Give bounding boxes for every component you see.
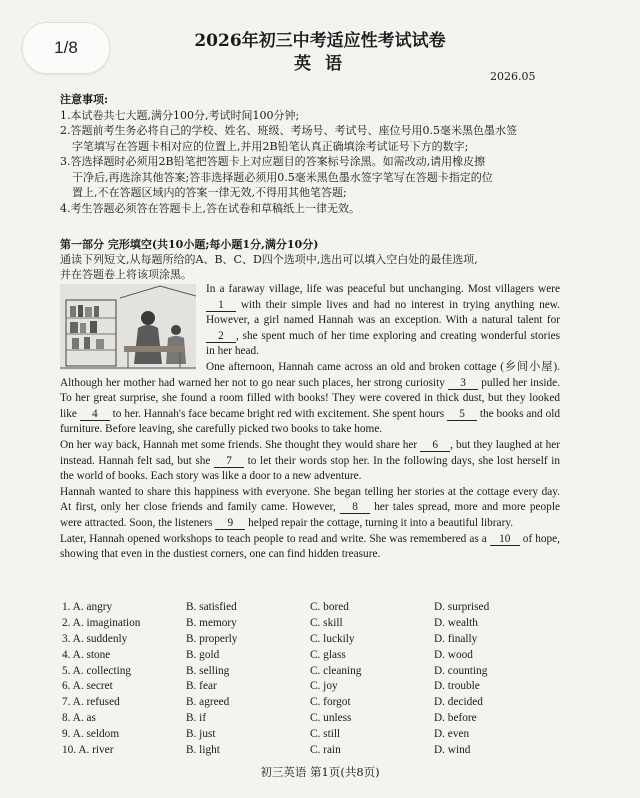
instruction-item: 3.答选择题时必须用2B铅笔把答题卡上对应题目的答案标号涂黑。如需改动,请用橡皮擦 xyxy=(60,155,486,168)
blank-10[interactable]: 10 xyxy=(490,533,520,546)
question-row xyxy=(62,664,562,680)
option-c[interactable]: C. unless xyxy=(310,712,352,725)
option-b[interactable]: B. properly xyxy=(186,632,238,645)
instruction-item: 4.考生答题必须答在答题卡上,答在试卷和草稿纸上一律无效。 xyxy=(60,201,360,215)
option-a[interactable]: 3. A. suddenly xyxy=(62,632,128,645)
instructions xyxy=(60,92,580,216)
question-row xyxy=(62,600,562,616)
option-b[interactable]: B. memory xyxy=(186,616,237,629)
page-indicator[interactable]: 1/8 xyxy=(22,22,110,74)
blank-4[interactable]: 4 xyxy=(80,408,110,421)
question-row xyxy=(62,679,562,695)
question-row xyxy=(62,727,562,743)
blank-7[interactable]: 7 xyxy=(214,455,244,468)
cloze-passage: In a faraway village, life was peaceful but unchanging. Most villagers were 1 with their simple lives and had no interest in trying anything new. However, a girl named Hannah was an exception. With a natural talent for 2 , she spent much of her time exploring and creating wonderful stories in her head. One afternoon, Hannah came across an old and broken cottage (乡间小屋). Although her mother had warned her not to go near such places, her strong curiosity 3 pulled her inside. To her great surprise, she found a room filled with books! They were covered in thick dust, but they looked like 4 to her. Hannah's face became bright red with excitement. She spent hours 5 the books and old furniture. Before leaving, she carefully picked two books to take home. On her way back, Hannah met some friends. She thought they would share her 6 , but they laughed at her instead. Hannah felt sad, but she 7 to let their words stop her. In the following days, she lost herself in the world of books. Each story was like a door to a new adventure. Hannah wanted to share this happiness with everyone. She began telling her stories at the cottage every day. At first, only her close friends and family came. However, 8 her tales spread, more and more people were attracted. Soon, the listeners 9 helped repair the cottage, turning it into a beautiful library. Later, Hannah opened workshops to teach people to read and write. She was remembered as a 10 of hope, showing that even in the dustiest corners, one can find hidden treasure. xyxy=(60,283,561,561)
question-row xyxy=(62,711,562,727)
blank-8[interactable]: 8 xyxy=(340,501,370,514)
answer-options xyxy=(62,600,562,759)
exam-subject: 英 语 xyxy=(294,54,346,74)
option-d[interactable]: D. trouble xyxy=(434,680,480,693)
blank-3[interactable]: 3 xyxy=(448,377,478,390)
instruction-item: 字笔填写在答题卡相对应的位置上,并用2B铅笔认真正确填涂考试证号下方的数字; xyxy=(72,139,469,153)
option-a[interactable]: 4. A. stone xyxy=(62,648,111,661)
option-d[interactable]: D. finally xyxy=(434,632,478,645)
option-a[interactable]: 10. A. river xyxy=(62,744,114,757)
blank-5[interactable]: 5 xyxy=(447,408,477,421)
question-row xyxy=(62,695,562,711)
option-b[interactable]: B. selling xyxy=(186,664,230,677)
option-c[interactable]: C. still xyxy=(310,728,341,741)
option-b[interactable]: B. fear xyxy=(186,680,217,693)
question-row xyxy=(62,743,562,759)
question-row xyxy=(62,632,562,648)
option-a[interactable]: 1. A. angry xyxy=(62,601,113,613)
option-c[interactable]: C. cleaning xyxy=(310,664,362,677)
option-d[interactable]: D. even xyxy=(434,728,470,741)
option-a[interactable]: 7. A. refused xyxy=(62,696,120,709)
instruction-item: 置上,不在答题区域内的答案一律无效,不得用其他笔答题; xyxy=(72,186,347,199)
option-a[interactable]: 6. A. secret xyxy=(62,680,113,693)
option-b[interactable]: B. satisfied xyxy=(186,601,237,613)
option-d[interactable]: D. wood xyxy=(434,648,473,661)
question-row xyxy=(62,616,562,632)
option-b[interactable]: B. gold xyxy=(186,648,220,661)
option-b[interactable]: B. just xyxy=(186,728,216,741)
option-a[interactable]: 8. A. as xyxy=(62,712,96,725)
illustration-image xyxy=(60,284,196,370)
section-header xyxy=(60,237,580,282)
instructions-heading: 注意事项: xyxy=(60,93,109,106)
blank-1[interactable]: 1 xyxy=(206,299,236,312)
section-directions: 并在答题卷上将该项涂黑。 xyxy=(60,268,192,281)
option-b[interactable]: B. light xyxy=(186,744,220,757)
option-c[interactable]: C. luckily xyxy=(310,632,355,645)
option-c[interactable]: C. rain xyxy=(310,744,341,757)
option-d[interactable]: D. before xyxy=(434,712,477,725)
blank-9[interactable]: 9 xyxy=(215,517,245,530)
section-directions: 通读下列短文,从每题所给的A、B、C、D四个选项中,选出可以填入空白处的最佳选项, xyxy=(60,253,478,266)
instruction-item: 1.本试卷共七大题,满分100分,考试时间100分钟; xyxy=(60,108,300,122)
option-a[interactable]: 9. A. seldom xyxy=(62,728,120,741)
option-c[interactable]: C. bored xyxy=(310,601,349,613)
instruction-item: 2.答题前考生务必将自己的学校、姓名、班级、考场号、考试号、座位号用0.5毫米黑色墨水签 xyxy=(60,124,517,137)
option-c[interactable]: C. joy xyxy=(310,680,338,693)
option-a[interactable]: 2. A. imagination xyxy=(62,616,141,629)
option-c[interactable]: C. skill xyxy=(310,616,343,629)
option-d[interactable]: D. decided xyxy=(434,696,483,709)
option-d[interactable]: D. wealth xyxy=(434,616,478,629)
option-b[interactable]: B. agreed xyxy=(186,696,230,709)
exam-title: 2026年初三中考适应性考试试卷 xyxy=(194,31,446,51)
option-d[interactable]: D. counting xyxy=(434,664,488,677)
option-c[interactable]: C. forgot xyxy=(310,696,351,709)
page-footer: 初三英语 第1页(共8页) xyxy=(260,765,380,779)
question-row xyxy=(62,648,562,664)
option-b[interactable]: B. if xyxy=(186,712,207,725)
blank-2[interactable]: 2 xyxy=(206,330,236,343)
blank-6[interactable]: 6 xyxy=(420,439,450,452)
option-d[interactable]: D. surprised xyxy=(434,601,490,613)
option-c[interactable]: C. glass xyxy=(310,648,346,661)
option-a[interactable]: 5. A. collecting xyxy=(62,664,132,677)
exam-date: 2026.05 xyxy=(490,70,536,83)
option-d[interactable]: D. wind xyxy=(434,744,471,757)
instruction-item: 干净后,再选涂其他答案;答非选择题必须用0.5毫米黑色墨水签字笔写在答题卡指定的位 xyxy=(72,170,493,184)
section-title: 第一部分 完形填空(共10小题;每小题1分,满分10分) xyxy=(60,238,319,251)
